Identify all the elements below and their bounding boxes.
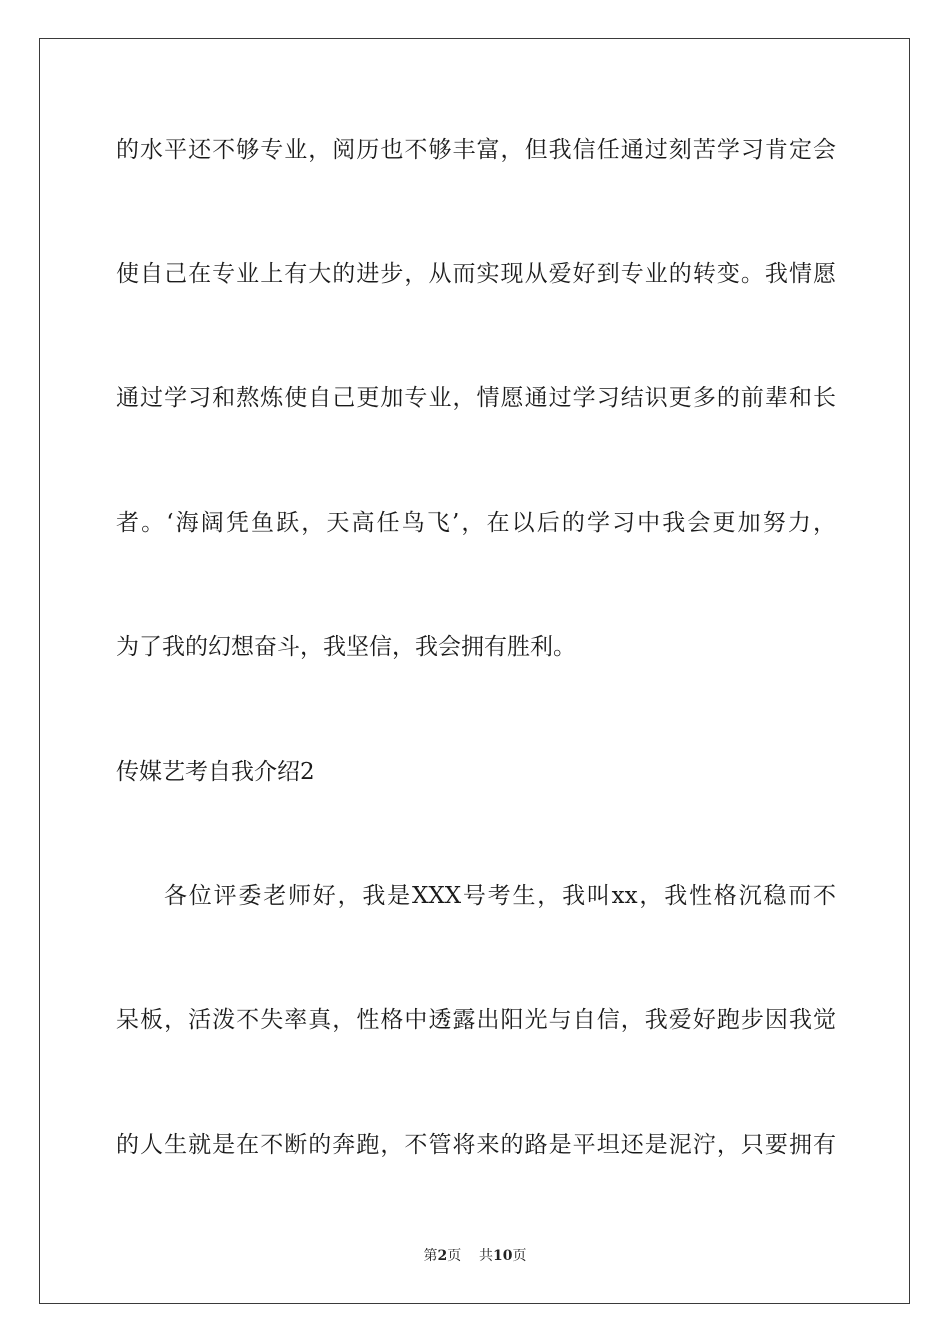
page-suffix: 页	[447, 1248, 462, 1264]
paragraph-line-1: 的水平还不够专业，阅历也不够丰富，但我信任通过刻苦学习肯定会	[116, 137, 836, 163]
section-line-1: 各位评委老师好，我是XXX号考生，我叫xx，我性格沉稳而不	[164, 883, 836, 909]
section-line-3: 的人生就是在不断的奔跑，不管将来的路是平坦还是泥泞，只要拥有	[116, 1132, 836, 1158]
paragraph-line-5: 为了我的幻想奋斗，我坚信，我会拥有胜利。	[116, 634, 576, 660]
section-heading: 传媒艺考自我介绍2	[116, 759, 315, 785]
page-number: 2	[437, 1248, 448, 1264]
page-prefix: 第	[423, 1248, 438, 1264]
total-pages: 10	[493, 1248, 513, 1264]
paragraph-line-4: 者。‘海阔凭鱼跃，天高任鸟飞’，在以后的学习中我会更加努力，	[116, 510, 836, 536]
paragraph-line-3: 通过学习和熬炼使自己更加专业，情愿通过学习结识更多的前辈和长	[116, 385, 836, 411]
page-border	[39, 38, 910, 1304]
total-suffix: 页	[512, 1248, 527, 1264]
total-prefix: 共	[479, 1248, 494, 1264]
paragraph-line-2: 使自己在专业上有大的进步，从而实现从爱好到专业的转变。我情愿	[116, 261, 836, 287]
page-footer	[0, 1246, 950, 1266]
section-line-2: 呆板，活泼不失率真，性格中透露出阳光与自信，我爱好跑步因我觉	[116, 1007, 836, 1033]
